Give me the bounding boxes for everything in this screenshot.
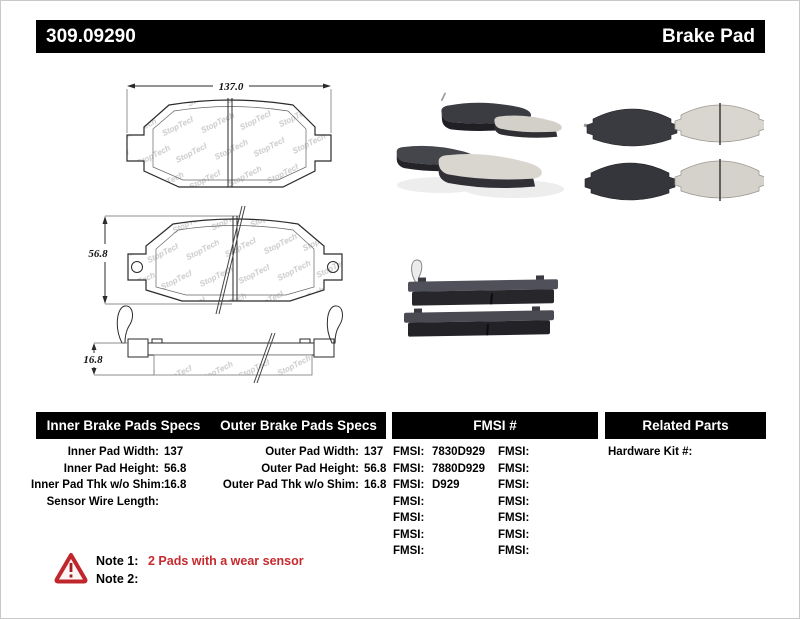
fmsi-value: D929 [432,479,460,491]
fmsi-value [532,494,537,511]
fmsi-value [532,527,537,544]
note-2-label: Note 2: [96,572,139,586]
spec-value: 16.8 [364,479,387,491]
spec-row [206,461,386,478]
width-dimension-label: 137.0 [218,81,244,93]
inner-specs-header: Inner Brake Pads Specs [46,418,201,433]
height-dimension-label: 56.8 [88,248,108,260]
outer-specs-list [206,444,386,494]
fmsi-value [427,527,432,544]
fmsi-row [393,527,485,544]
fmsi-value [427,510,432,527]
fmsi-label: FMSI: [498,545,530,557]
fmsi-header-box [392,412,598,439]
brake-pad-back [584,109,677,146]
brake-pad-edge [404,306,554,337]
fmsi-row [498,510,537,527]
related-part-value [692,444,697,461]
fmsi-label: FMSI: [393,446,425,458]
brake-pad [493,112,563,143]
spec-value: 16.8 [164,479,187,491]
dim-arrow-left [127,84,135,89]
dim-arrow-up [103,216,108,224]
related-parts-list [608,444,697,461]
outer-specs-header: Outer Brake Pads Specs [220,418,377,433]
fmsi-label: FMSI: [498,462,530,475]
backing-plate [148,343,314,355]
fmsi-row [393,444,485,461]
fmsi-value: 7830D929 [432,446,486,458]
fmsi-value [532,510,537,527]
pad-outline [127,100,331,187]
note-2-text [142,570,148,588]
related-parts-header: Related Parts [642,418,729,433]
clip-nub [300,339,310,343]
specs-header-box [36,412,386,439]
dim-arrow-right [323,84,331,89]
related-part-label: Hardware Kit #: [608,446,693,458]
fmsi-header: FMSI # [473,418,517,433]
brake-pad-friction [675,103,764,145]
spec-value: 56.8 [364,462,387,475]
brake-pad-friction [675,159,764,201]
spec-row [31,477,186,494]
clip-nub [152,339,162,343]
fmsi-row [393,510,485,527]
fmsi-list-left [393,444,485,560]
fmsi-value [532,461,537,478]
title-bar [36,20,765,53]
spec-value [159,494,164,511]
fmsi-value: 7880D929 [432,462,486,475]
fmsi-value [532,477,537,494]
spec-value: 137 [164,446,184,458]
fmsi-row [498,477,537,494]
thickness-dimension-label: 16.8 [83,354,103,366]
brake-pad-back [585,163,675,200]
spec-row [206,477,386,494]
spec-row [31,494,186,511]
fmsi-label: FMSI: [393,512,425,524]
brake-pad-edge [408,275,558,306]
product-type-label: Brake Pad [662,25,755,47]
fmsi-row [393,543,485,560]
note-1 [96,552,304,570]
spec-label: Sensor Wire Length: [46,495,159,508]
fmsi-label: FMSI: [498,446,530,458]
fmsi-label: FMSI: [393,495,425,508]
fmsi-label: FMSI: [498,512,530,524]
inner-specs-list [31,444,186,510]
spec-row [31,461,186,478]
spec-label: Inner Pad Thk w/o Shim: [31,479,165,491]
dim-arrow-up [92,343,97,350]
fmsi-label: FMSI: [393,528,425,541]
fmsi-value [532,444,537,461]
spec-label: Outer Pad Width: [265,446,359,458]
fmsi-label: FMSI: [393,545,425,557]
plate-end-block [128,339,148,357]
photo-pads-angled [396,89,566,204]
related-parts-header-box [605,412,766,439]
related-part-row [608,444,697,461]
fmsi-list-right [498,444,537,560]
fmsi-value [532,543,537,560]
fmsi-label: FMSI: [393,462,425,475]
photo-pads-flat [579,87,764,209]
note-2 [96,570,148,588]
pad-outline [128,219,342,301]
front-view-drawing [91,77,371,207]
part-number: 309.09290 [46,25,136,47]
fmsi-row [498,461,537,478]
fmsi-label: FMSI: [498,479,530,491]
fmsi-label: FMSI: [498,528,530,541]
spec-label: Outer Pad Thk w/o Shim: [222,479,359,491]
fmsi-value [427,543,432,560]
fmsi-row [498,543,537,560]
fmsi-label: FMSI: [498,495,530,508]
edge-view-drawing [76,299,371,387]
spec-value: 137 [364,446,384,458]
dim-arrow-down [92,368,97,375]
spec-label: Inner Pad Height: [63,462,159,475]
fmsi-row [498,527,537,544]
fmsi-value [427,494,432,511]
fmsi-label: FMSI: [393,479,425,491]
spring-clip [117,306,132,343]
fmsi-row [393,477,485,494]
warning-triangle-icon [53,551,89,585]
spec-label: Outer Pad Height: [261,462,359,475]
fmsi-row [498,444,537,461]
spec-value: 56.8 [164,462,187,475]
spec-row [206,444,386,461]
spring-clip [327,306,342,343]
fmsi-row [393,461,485,478]
fmsi-row [393,494,485,511]
friction-material [154,355,312,375]
spec-label: Inner Pad Width: [67,446,159,458]
spec-row [31,444,186,461]
photo-pads-edge [396,253,571,353]
note-1-text: 2 Pads with a wear sensor [148,554,304,568]
note-1-label: Note 1: [96,554,139,568]
fmsi-row [498,494,537,511]
